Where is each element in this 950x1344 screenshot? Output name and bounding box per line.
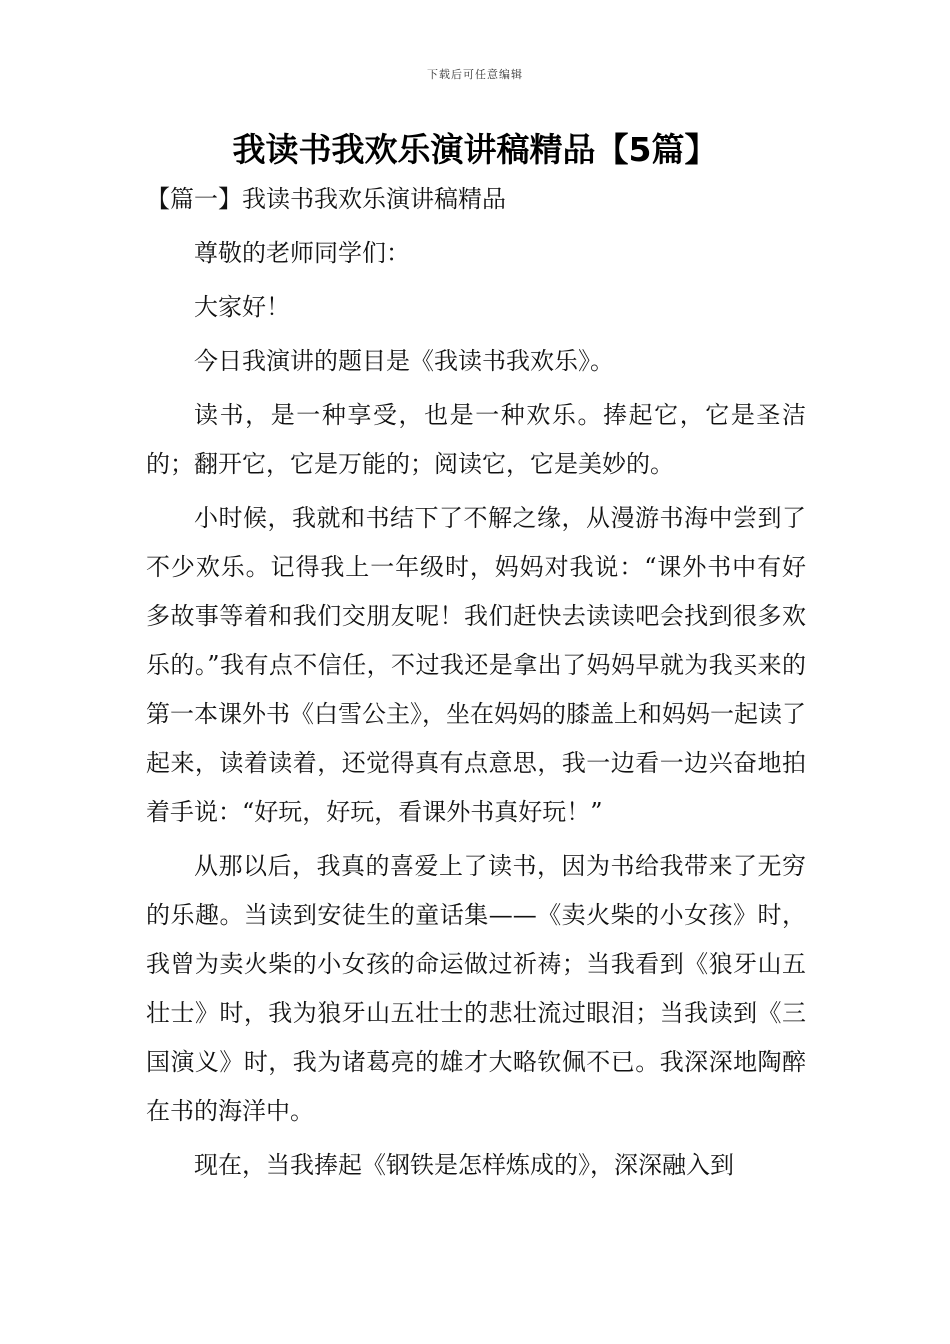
paragraph-greeting: 大家好！ (194, 293, 290, 321)
document-title: 我读书我欢乐演讲稿精品【5篇】 (232, 130, 718, 169)
section-heading: 【篇一】我读书我欢乐演讲稿精品 (146, 185, 506, 213)
paragraph-body: 小时候，我就和书结下了不解之缘，从漫游书海中尝到了不少欢乐。记得我上一年级时，妈妈对我说：“课外书中有好多故事等着和我们交朋友呢！我们赶快去读读吧会找到很多欢乐的。”我有点不信任，不过我还是拿出了妈妈早就为我买来的第一本课外书《白雪公主》，坐在妈妈的膝盖上和妈妈一起读了起来，读着读着，还觉得真有点意思，我一边看一边兴奋地拍着手说：“好玩，好玩，看课外书真好玩！” (146, 504, 806, 826)
paragraph-salutation: 尊敬的老师同学们： (194, 239, 410, 267)
paragraph-body: 读书，是一种享受，也是一种欢乐。捧起它，它是圣洁的；翻开它，它是万能的；阅读它，它是美妙的。 (146, 401, 806, 478)
paragraph-body: 从那以后，我真的喜爱上了读书，因为书给我带来了无穷的乐趣。当读到安徒生的童话集——《卖火柴的小女孩》时，我曾为卖火柴的小女孩的命运做过祈祷；当我看到《狼牙山五壮士》时，我为狼牙山五壮士的悲壮流过眼泪；当我读到《三国演义》时，我为诸葛亮的雄才大略钦佩不已。我深深地陶醉在书的海洋中。 (146, 852, 806, 1125)
paragraph-body: 现在，当我捧起《钢铁是怎样炼成的》，深深融入到 (194, 1151, 734, 1179)
paragraph-topic: 今日我演讲的题目是《我读书我欢乐》。 (194, 347, 614, 375)
document-body (146, 229, 806, 1195)
page-header-note: 下载后可任意编辑 (427, 68, 523, 81)
